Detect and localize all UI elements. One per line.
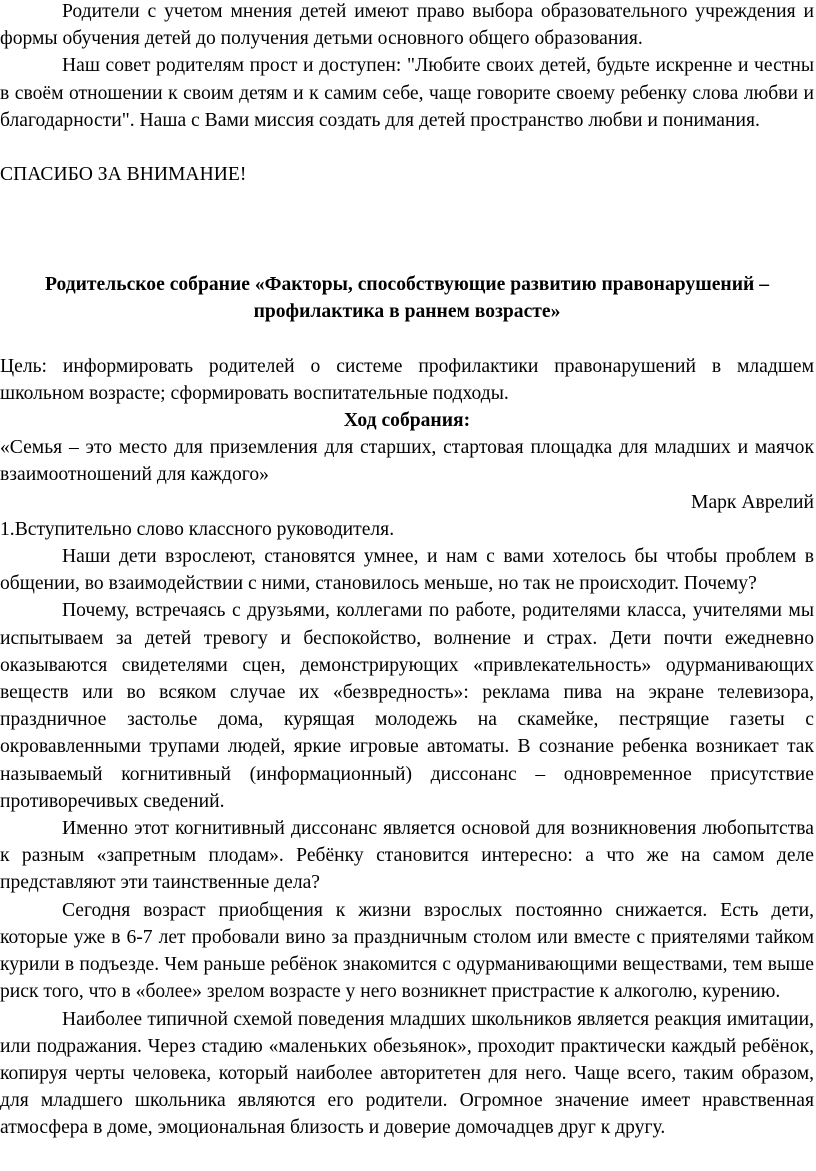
body-paragraph-5: Наиболее типичной схемой поведения младших школьников является реакция имитации, или подражания. Через стадию «маленьких обезьянок», проходит практически каждый ребёнок, копируя черты человека, который наиболее авторитетен для него. Чаще всего, таким образом, для младшего школьника являются его родители. Огромное значение имеет нравственная атмосфера в доме, эмоциональная близость и доверие домочадцев друг к другу. bbox=[0, 1008, 814, 1139]
progress-heading: Ход собрания: bbox=[343, 410, 471, 432]
epigraph: «Семья – это место для приземления для старших, стартовая площадка для младших и маячок взаимоотношений для каждого» bbox=[0, 437, 814, 486]
intro-paragraph-2: Наш совет родителям прост и доступен: "Любите своих детей, будьте искренне и честны в своём отношении к своим детям и к самим себе, чаще говорите своему ребенку слова любви и благодарности". Наша с Вами миссия создать для детей пространство любви и понимания. bbox=[0, 55, 814, 131]
epigraph-author: Марк Аврелий bbox=[691, 491, 814, 513]
thanks-line: СПАСИБО ЗА ВНИМАНИЕ! bbox=[0, 164, 247, 186]
body-paragraph-1: Наши дети взрослеют, становятся умнее, и нам с вами хотелось бы чтобы проблем в общении, во взаимодействии с ними, становилось меньше, но так не происходит. Почему? bbox=[0, 546, 814, 595]
intro-paragraph-1: Родители с учетом мнения детей имеют право выбора образовательного учреждения и формы обучения детей до получения детьми основного общего образования. bbox=[0, 1, 814, 50]
section-1-heading: 1.Вступительно слово классного руководителя. bbox=[0, 518, 395, 540]
meeting-title: Родительское собрание «Факторы, способствующие развитию правонарушений – профилактика в раннем возрасте» bbox=[44, 274, 769, 323]
body-paragraph-4: Сегодня возраст приобщения к жизни взрослых постоянно снижается. Есть дети, которые уже в 6-7 лет пробовали вино за праздничным столом или вместе с приятелями тайком курили в подъезде. Чем раньше ребёнок знакомится с одурманивающими веществами, тем выше риск того, что в «более» зрелом возрасте у него возникнет пристрастие к алкоголю, курению. bbox=[0, 899, 814, 1003]
body-paragraph-2: Почему, встречаясь с друзьями, коллегами по работе, родителями класса, учителями мы испытываем за детей тревогу и беспокойство, волнение и страх. Дети почти ежедневно оказываются свидетелями сцен, демонстрирующих «привлекательность» одурманивающих веществ или во всяком случае их «безвредность»: реклама пива на экране телевизора, праздничное застолье дома, курящая молодежь на скамейке, пестрящие газеты с окровавленными трупами людей, яркие игровые автоматы. В сознание ребенка возникает так называемый когнитивный (информационный) диссонанс – одновременное присутствие противоречивых сведений. bbox=[0, 600, 814, 812]
meeting-goal: Цель: информировать родителей о системе профилактики правонарушений в младшем школьном возрасте; сформировать воспитательные подходы. bbox=[0, 355, 814, 404]
body-paragraph-3: Именно этот когнитивный диссонанс является основой для возникновения любопытства к разным «запретным плодам». Ребёнку становится интересно: а что же на самом деле представляют эти таинственные дела? bbox=[0, 818, 814, 894]
